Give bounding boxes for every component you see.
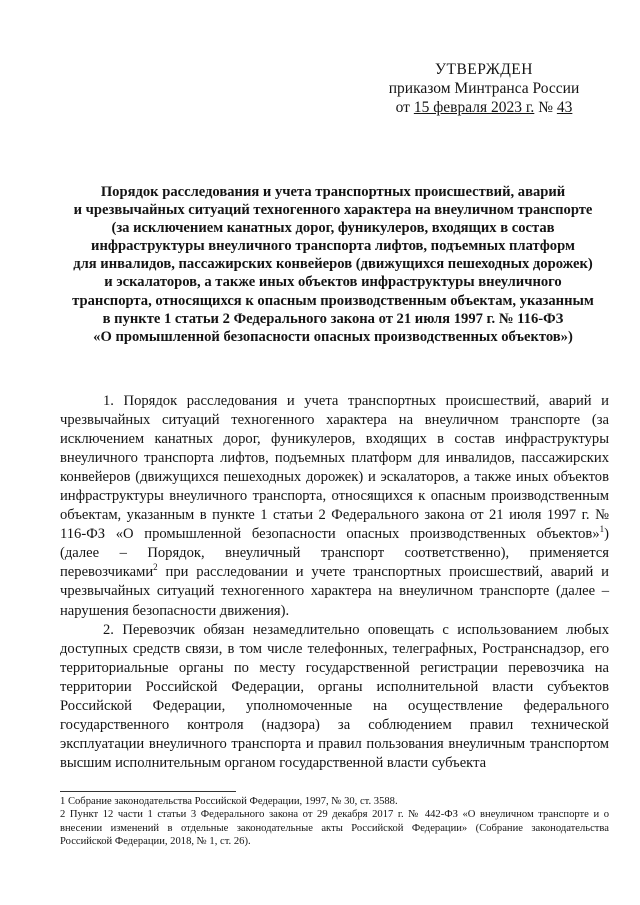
footnote-2: 2 Пункт 12 части 1 статьи 3 Федерального закона от 29 декабря 2017 г. № 442-ФЗ «О внеуличном транспорте и о внесении изменений в отдельные законодательные акты Российской Федерации» (Собрание законодательства Российской Федерации, 2018, № 1, ст. 26). — [60, 809, 609, 848]
paragraph-2: 2. Перевозчик обязан незамедлительно оповещать с использованием любых доступных средств связи, в том числе телефонных, телеграфных, Ространснадзор, его территориальные органы по месту государственной регистрации перевозчика на территории Российской Федерации, органы исполнительной власти субъектов Российской Федерации, уполномоченные на осуществление федерального государственного контроля (надзора) за соблюдением правил технической эксплуатации внеуличного транспорта и правил пользования внеуличным транспортом высшим исполнительным органом государственной власти субъекта — [60, 621, 609, 771]
footnote-ref-2: 2 — [153, 562, 158, 573]
footnote-1: 1 Собрание законодательства Российской Федерации, 1997, № 30, ст. 3588. — [60, 796, 398, 807]
approval-order-line: приказом Минтранса России — [388, 80, 580, 97]
footnotes — [60, 795, 609, 849]
title-line: «О промышленной безопасности опасных производственных объектов») — [93, 328, 573, 345]
title-line: и эскалаторов, а также иных объектов инфраструктуры внеуличного — [104, 274, 562, 291]
paragraph-1-text-a: 1. Порядок расследования и учета транспортных происшествий, аварий и чрезвычайных ситуаций техногенного характера на внеуличном транспорте (за исключением канатных дорог, фуникулеров, входящих в состав инфраструктуры внеуличного транспорта лифтов, подъемных платформ для инвалидов, пассажирских конвейеров (движущихся пешеходных дорожек) и эскалаторов, а также иных объектов инфраструктуры внеуличного транспорта, относящихся к опасным производственным объектам, указанным в пункте 1 статьи 2 Федерального закона от 21 июля 1997 г. № 116-ФЗ «О промышленной безопасности опасных производственных объектов» — [60, 393, 609, 543]
paragraph-1 — [60, 392, 609, 621]
approval-number-prefix: № — [534, 99, 557, 116]
title-line: инфраструктуры внеуличного транспорта лифтов, подъемных платформ — [91, 238, 575, 255]
title-line: и чрезвычайных ситуаций техногенного характера на внеуличном транспорте — [73, 202, 593, 219]
title-line: (за исключением канатных дорог, фуникулеров, входящих в состав — [111, 220, 555, 237]
footnote-divider — [60, 791, 236, 792]
paragraph-1-text-c: при расследовании и учете транспортных происшествий, аварий и чрезвычайных ситуаций техногенного характера на внеуличном транспорте (далее – нарушения безопасности движения). — [60, 564, 609, 619]
approval-title: УТВЕРЖДЕН — [435, 61, 533, 78]
footnote-ref-1: 1 — [599, 524, 605, 535]
document-body — [60, 392, 609, 773]
title-line: в пункте 1 статьи 2 Федерального закона от 21 июля 1997 г. № 116-ФЗ — [102, 310, 564, 327]
paragraph-1-text-b: ) (далее – Порядок, внеуличный транспорт соответственно), применяется перевозчиками — [60, 526, 609, 581]
title-line: Порядок расследования и учета транспортных происшествий, аварий — [100, 184, 566, 200]
approval-date-prefix: от — [395, 99, 414, 116]
approval-date: 15 февраля 2023 г. — [413, 99, 535, 116]
approval-number: 43 — [556, 99, 573, 116]
document-title — [58, 183, 608, 346]
title-line: для инвалидов, пассажирских конвейеров (движущихся пешеходных дорожек) — [73, 256, 593, 273]
approval-stamp — [384, 60, 584, 117]
title-line: транспорта, относящихся к опасным производственным объектам, указанным — [72, 292, 594, 309]
approval-date-line — [384, 98, 584, 117]
